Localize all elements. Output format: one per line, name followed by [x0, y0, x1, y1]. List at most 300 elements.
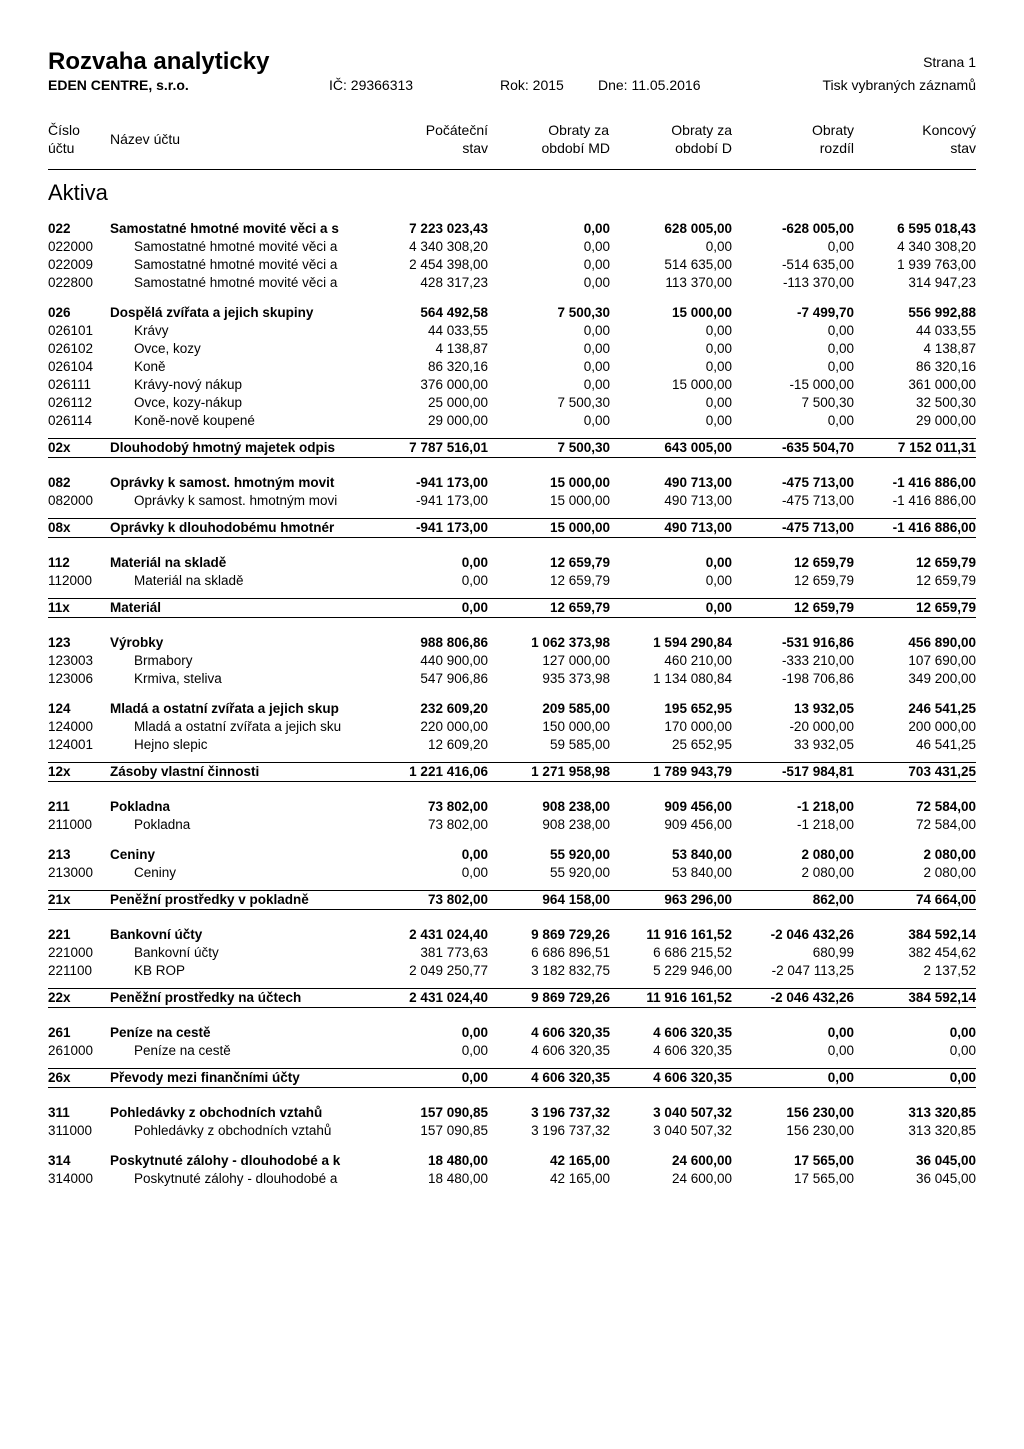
turnover-diff: 0,00	[827, 1043, 854, 1058]
turnover-diff: 0,00	[827, 1025, 854, 1040]
account-name: Oprávky k samost. hmotným movi	[134, 493, 338, 508]
turnover-d: 170 000,00	[664, 719, 732, 734]
turnover-diff: -635 504,70	[781, 440, 854, 455]
account-code: 026102	[48, 341, 94, 356]
opening-balance: 12 609,20	[427, 737, 488, 752]
closing-balance: 703 431,25	[908, 764, 976, 779]
closing-balance: 1 939 763,00	[897, 257, 976, 272]
group-row	[48, 474, 976, 492]
turnover-diff: 2 080,00	[801, 865, 854, 880]
closing-balance: 4 138,87	[923, 341, 976, 356]
turnover-diff: 0,00	[827, 359, 854, 374]
closing-balance: 12 659,79	[915, 600, 976, 615]
turnover-d: 643 005,00	[664, 440, 732, 455]
opening-balance: 220 000,00	[420, 719, 488, 734]
turnover-diff: 0,00	[827, 1070, 854, 1085]
closing-balance: 6 595 018,43	[897, 221, 976, 236]
col-account-number	[48, 121, 80, 157]
turnover-diff: -198 706,86	[781, 671, 854, 686]
turnover-md: 55 920,00	[549, 865, 610, 880]
turnover-d: 909 456,00	[664, 799, 732, 814]
opening-balance: 29 000,00	[427, 413, 488, 428]
turnover-diff: 12 659,79	[793, 573, 854, 588]
turnover-md: 15 000,00	[549, 520, 610, 535]
column-header	[48, 121, 976, 170]
account-code: 22x	[48, 990, 71, 1005]
group-row	[48, 700, 976, 718]
closing-balance: 7 152 011,31	[897, 440, 976, 455]
account-name: Pohledávky z obchodních vztahů	[134, 1123, 332, 1138]
account-code: 026112	[48, 395, 93, 410]
closing-balance: 12 659,79	[915, 555, 976, 570]
table-row	[48, 944, 976, 962]
opening-balance: 440 900,00	[420, 653, 488, 668]
col-account-name: Název účtu	[110, 131, 181, 147]
closing-balance: 382 454,62	[908, 945, 976, 960]
turnover-d: 514 635,00	[664, 257, 732, 272]
closing-balance: 361 000,00	[908, 377, 976, 392]
turnover-d: 0,00	[705, 600, 732, 615]
table-row	[48, 652, 976, 670]
turnover-d: 963 296,00	[664, 892, 732, 907]
turnover-diff: 0,00	[827, 239, 854, 254]
turnover-md: 7 500,30	[557, 395, 610, 410]
opening-balance: 0,00	[461, 865, 488, 880]
total-row	[48, 1068, 976, 1088]
opening-balance: 381 773,63	[420, 945, 488, 960]
opening-balance: 988 806,86	[420, 635, 488, 650]
col-turnover-diff-line1: Obraty	[811, 122, 854, 138]
turnover-diff: -2 047 113,25	[771, 963, 854, 978]
turnover-md: 4 606 320,35	[531, 1043, 610, 1058]
account-code: 26x	[48, 1070, 71, 1085]
table-row	[48, 412, 976, 430]
turnover-diff: 862,00	[812, 892, 854, 907]
account-code: 026	[48, 305, 71, 320]
turnover-diff: 17 565,00	[793, 1153, 854, 1168]
account-name: Krávy-nový nákup	[134, 377, 243, 392]
account-code: 213000	[48, 865, 94, 880]
account-code: 022	[48, 221, 71, 236]
closing-balance: 246 541,25	[908, 701, 976, 716]
turnover-md: 935 373,98	[542, 671, 610, 686]
turnover-diff: -333 210,00	[781, 653, 854, 668]
account-code: 311000	[48, 1123, 93, 1138]
col-turnover-md-line2: období MD	[541, 140, 610, 156]
closing-balance: 44 033,55	[915, 323, 976, 338]
turnover-d: 490 713,00	[664, 475, 732, 490]
closing-balance: 0,00	[949, 1070, 976, 1085]
total-row	[48, 438, 976, 458]
table-row	[48, 492, 976, 510]
report-title: Rozvaha analyticky	[48, 48, 270, 75]
col-account-number-line2: účtu	[48, 140, 75, 156]
closing-balance: 86 320,16	[915, 359, 976, 374]
account-name: Výrobky	[110, 635, 164, 650]
closing-balance: 0,00	[949, 1025, 976, 1040]
group-row	[48, 926, 976, 944]
turnover-diff: 0,00	[827, 323, 854, 338]
closing-balance: 456 890,00	[908, 635, 976, 650]
opening-balance: 428 317,23	[420, 275, 488, 290]
account-code: 082000	[48, 493, 94, 508]
account-name: Poskytnuté zálohy - dlouhodobé a	[134, 1171, 338, 1186]
turnover-md: 0,00	[583, 239, 610, 254]
closing-balance: 384 592,14	[908, 927, 976, 942]
account-code: 211000	[48, 817, 93, 832]
turnover-diff: -531 916,86	[781, 635, 854, 650]
turnover-md: 150 000,00	[542, 719, 610, 734]
turnover-md: 7 500,30	[557, 440, 610, 455]
account-name: Bankovní účty	[110, 927, 203, 942]
turnover-d: 0,00	[705, 413, 732, 428]
turnover-d: 25 652,95	[671, 737, 732, 752]
closing-balance: 32 500,30	[915, 395, 976, 410]
closing-balance: -1 416 886,00	[892, 493, 976, 508]
account-name: KB ROP	[134, 963, 186, 978]
col-account-number-line1: Číslo	[48, 122, 80, 138]
account-name: Samostatné hmotné movité věci a s	[110, 221, 339, 236]
opening-balance: 2 431 024,40	[409, 990, 488, 1005]
group-row	[48, 798, 976, 816]
opening-balance: 2 431 024,40	[409, 927, 488, 942]
col-closing-balance-line1: Koncový	[922, 122, 976, 138]
turnover-d: 0,00	[705, 239, 732, 254]
opening-balance: -941 173,00	[415, 475, 488, 490]
turnover-diff: -475 713,00	[781, 475, 854, 490]
account-name: Peněžní prostředky na účtech	[110, 990, 302, 1005]
turnover-diff: 680,99	[812, 945, 854, 960]
turnover-md: 127 000,00	[542, 653, 610, 668]
table-row	[48, 376, 976, 394]
account-name: Ovce, kozy	[134, 341, 201, 356]
turnover-md: 964 158,00	[542, 892, 610, 907]
account-code: 12x	[48, 764, 71, 779]
opening-balance: 564 492,58	[420, 305, 488, 320]
table-row	[48, 238, 976, 256]
turnover-d: 0,00	[705, 341, 732, 356]
account-code: 022009	[48, 257, 94, 272]
turnover-diff: 156 230,00	[786, 1123, 854, 1138]
opening-balance: 7 787 516,01	[409, 440, 488, 455]
turnover-d: 3 040 507,32	[653, 1105, 732, 1120]
turnover-md: 12 659,79	[549, 555, 610, 570]
account-name: Peníze na cestě	[134, 1043, 231, 1058]
col-turnover-md-line1: Obraty za	[548, 122, 609, 138]
total-row	[48, 988, 976, 1008]
turnover-d: 11 916 161,52	[646, 927, 732, 942]
print-mode: Tisk vybraných záznamů	[822, 77, 976, 93]
group-row	[48, 304, 976, 322]
closing-balance: -1 416 886,00	[892, 520, 976, 535]
opening-balance: 0,00	[461, 1025, 488, 1040]
company-name: EDEN CENTRE, s.r.o.	[48, 77, 189, 93]
opening-balance: 0,00	[461, 600, 488, 615]
account-code: 022800	[48, 275, 94, 290]
turnover-d: 15 000,00	[671, 305, 732, 320]
turnover-d: 15 000,00	[671, 377, 732, 392]
account-code: 261	[48, 1025, 71, 1040]
turnover-d: 0,00	[705, 573, 732, 588]
account-name: Samostatné hmotné movité věci a	[134, 275, 338, 290]
opening-balance: 7 223 023,43	[409, 221, 488, 236]
account-name: Převody mezi finančními účty	[110, 1070, 300, 1085]
closing-balance: 29 000,00	[915, 413, 976, 428]
account-code: 21x	[48, 892, 71, 907]
group-row	[48, 634, 976, 652]
account-name: Pokladna	[134, 817, 191, 832]
turnover-md: 0,00	[583, 341, 610, 356]
account-code: 123006	[48, 671, 94, 686]
opening-balance: 376 000,00	[420, 377, 488, 392]
turnover-diff: 33 932,05	[793, 737, 854, 752]
opening-balance: 1 221 416,06	[409, 764, 488, 779]
group-row	[48, 554, 976, 572]
account-name: Samostatné hmotné movité věci a	[134, 239, 338, 254]
account-name: Mladá a ostatní zvířata a jejich sku	[134, 719, 342, 734]
turnover-md: 9 869 729,26	[531, 927, 610, 942]
group-row	[48, 1152, 976, 1170]
closing-balance: 349 200,00	[908, 671, 976, 686]
account-name: Oprávky k samost. hmotným movit	[110, 475, 335, 490]
turnover-md: 12 659,79	[549, 573, 610, 588]
account-code: 02x	[48, 440, 71, 455]
company-id: IČ: 29366313	[329, 77, 414, 93]
turnover-md: 15 000,00	[549, 475, 610, 490]
turnover-d: 4 606 320,35	[653, 1070, 732, 1085]
closing-balance: 72 584,00	[915, 799, 976, 814]
turnover-d: 0,00	[705, 323, 732, 338]
group-row	[48, 1104, 976, 1122]
account-code: 11x	[48, 600, 70, 615]
turnover-diff: -628 005,00	[781, 221, 854, 236]
account-code: 211	[48, 799, 70, 814]
turnover-md: 209 585,00	[542, 701, 610, 716]
closing-balance: 46 541,25	[915, 737, 976, 752]
turnover-diff: -20 000,00	[789, 719, 854, 734]
turnover-diff: 0,00	[827, 341, 854, 356]
turnover-d: 4 606 320,35	[653, 1043, 732, 1058]
opening-balance: 4 138,87	[435, 341, 488, 356]
turnover-md: 0,00	[583, 413, 610, 428]
opening-balance: 0,00	[461, 555, 488, 570]
turnover-diff: -475 713,00	[781, 493, 854, 508]
turnover-diff: 0,00	[827, 413, 854, 428]
opening-balance: 18 480,00	[427, 1153, 488, 1168]
turnover-md: 42 165,00	[549, 1153, 610, 1168]
turnover-diff: -15 000,00	[789, 377, 854, 392]
turnover-diff: 12 659,79	[793, 600, 854, 615]
account-name: Koně-nově koupené	[134, 413, 255, 428]
table-row	[48, 394, 976, 412]
turnover-md: 1 062 373,98	[531, 635, 610, 650]
account-code: 022000	[48, 239, 94, 254]
turnover-d: 113 370,00	[665, 275, 732, 290]
account-code: 221100	[48, 963, 93, 978]
turnover-d: 1 789 943,79	[653, 764, 732, 779]
account-name: Dospělá zvířata a jejich skupiny	[110, 305, 314, 320]
turnover-d: 0,00	[705, 395, 732, 410]
turnover-md: 908 238,00	[542, 799, 610, 814]
opening-balance: -941 173,00	[415, 493, 488, 508]
table-row	[48, 358, 976, 376]
account-code: 123003	[48, 653, 94, 668]
turnover-diff: -1 218,00	[796, 799, 854, 814]
turnover-diff: -517 984,81	[781, 764, 854, 779]
closing-balance: 200 000,00	[908, 719, 976, 734]
account-code: 124	[48, 701, 71, 716]
closing-balance: 72 584,00	[915, 817, 976, 832]
account-code: 112	[48, 555, 70, 570]
turnover-md: 6 686 896,51	[531, 945, 610, 960]
closing-balance: 107 690,00	[908, 653, 976, 668]
turnover-d: 1 594 290,84	[653, 635, 732, 650]
account-code: 314000	[48, 1171, 94, 1186]
group-row	[48, 846, 976, 864]
table-row	[48, 274, 976, 292]
account-code: 124001	[48, 737, 94, 752]
col-opening-balance	[370, 121, 488, 157]
account-name: Peněžní prostředky v pokladně	[110, 892, 309, 907]
account-code: 026114	[48, 413, 93, 428]
account-name: Ceniny	[134, 865, 177, 880]
turnover-d: 24 600,00	[671, 1171, 732, 1186]
closing-balance: 2 080,00	[923, 847, 976, 862]
table-row	[48, 572, 976, 590]
turnover-md: 7 500,30	[557, 305, 610, 320]
turnover-d: 6 686 215,52	[653, 945, 732, 960]
opening-balance: 2 454 398,00	[409, 257, 488, 272]
turnover-diff: 2 080,00	[801, 847, 854, 862]
account-code: 026111	[48, 377, 92, 392]
account-name: Materiál na skladě	[110, 555, 227, 570]
account-name: Hejno slepic	[134, 737, 208, 752]
turnover-diff: -1 218,00	[796, 817, 854, 832]
report-year: Rok: 2015	[500, 77, 564, 93]
account-code: 261000	[48, 1043, 94, 1058]
turnover-md: 0,00	[583, 257, 610, 272]
account-name: Pokladna	[110, 799, 171, 814]
turnover-diff: -514 635,00	[781, 257, 854, 272]
turnover-md: 3 182 832,75	[531, 963, 610, 978]
account-name: Pohledávky z obchodních vztahů	[110, 1105, 323, 1120]
closing-balance: 556 992,88	[908, 305, 976, 320]
account-name: Materiál na skladě	[134, 573, 244, 588]
account-name: Koně	[134, 359, 166, 374]
turnover-d: 460 210,00	[664, 653, 732, 668]
opening-balance: 0,00	[461, 573, 488, 588]
account-name: Ceniny	[110, 847, 156, 862]
account-name: Zásoby vlastní činnosti	[110, 764, 260, 779]
opening-balance: 2 049 250,77	[409, 963, 488, 978]
closing-balance: -1 416 886,00	[892, 475, 976, 490]
account-code: 08x	[48, 520, 71, 535]
total-row	[48, 598, 976, 618]
account-name: Brmabory	[134, 653, 193, 668]
col-turnover-diff	[736, 121, 854, 157]
turnover-d: 53 840,00	[671, 847, 732, 862]
table-row	[48, 1122, 976, 1140]
turnover-diff: 7 500,30	[801, 395, 854, 410]
turnover-diff: -475 713,00	[781, 520, 854, 535]
closing-balance: 313 320,85	[908, 1123, 976, 1138]
total-row	[48, 762, 976, 782]
opening-balance: 0,00	[461, 1070, 488, 1085]
account-code: 123	[48, 635, 71, 650]
turnover-md: 55 920,00	[549, 847, 610, 862]
closing-balance: 0,00	[949, 1043, 976, 1058]
account-name: Dlouhodobý hmotný majetek odpis	[110, 440, 336, 455]
turnover-md: 0,00	[583, 377, 610, 392]
closing-balance: 2 137,52	[923, 963, 976, 978]
turnover-md: 42 165,00	[549, 1171, 610, 1186]
account-code: 221000	[48, 945, 94, 960]
turnover-d: 0,00	[705, 555, 732, 570]
table-row	[48, 1042, 976, 1060]
col-turnover-d-line2: období D	[675, 140, 732, 156]
opening-balance: 0,00	[461, 1043, 488, 1058]
account-name: Peníze na cestě	[110, 1025, 211, 1040]
closing-balance: 2 080,00	[923, 865, 976, 880]
turnover-md: 0,00	[583, 323, 610, 338]
turnover-diff: 12 659,79	[793, 555, 854, 570]
opening-balance: 44 033,55	[427, 323, 488, 338]
turnover-d: 0,00	[705, 359, 732, 374]
turnover-md: 4 606 320,35	[531, 1070, 610, 1085]
col-turnover-diff-line2: rozdíl	[819, 140, 854, 156]
col-closing-balance	[858, 121, 976, 157]
col-turnover-d	[614, 121, 732, 157]
opening-balance: 0,00	[461, 847, 488, 862]
col-turnover-md	[492, 121, 610, 157]
col-opening-balance-line1: Počáteční	[425, 122, 488, 138]
turnover-d: 490 713,00	[664, 520, 732, 535]
closing-balance: 12 659,79	[915, 573, 976, 588]
opening-balance: 73 802,00	[427, 892, 488, 907]
turnover-md: 3 196 737,32	[531, 1123, 610, 1138]
account-code: 026101	[48, 323, 94, 338]
opening-balance: 547 906,86	[420, 671, 488, 686]
turnover-md: 0,00	[583, 359, 610, 374]
turnover-md: 0,00	[583, 221, 610, 236]
turnover-d: 53 840,00	[671, 865, 732, 880]
opening-balance: 232 609,20	[420, 701, 488, 716]
opening-balance: 86 320,16	[427, 359, 488, 374]
closing-balance: 36 045,00	[915, 1171, 976, 1186]
account-code: 311	[48, 1105, 70, 1120]
col-opening-balance-line2: stav	[462, 140, 488, 156]
table-row	[48, 718, 976, 736]
turnover-md: 908 238,00	[542, 817, 610, 832]
closing-balance: 384 592,14	[908, 990, 976, 1005]
turnover-diff: -113 370,00	[782, 275, 854, 290]
turnover-md: 1 271 958,98	[531, 764, 610, 779]
page-number: Strana 1	[923, 54, 976, 70]
closing-balance: 314 947,23	[908, 275, 976, 290]
account-code: 314	[48, 1153, 71, 1168]
table-row	[48, 736, 976, 754]
opening-balance: 157 090,85	[420, 1123, 488, 1138]
turnover-diff: 17 565,00	[793, 1171, 854, 1186]
turnover-md: 15 000,00	[549, 493, 610, 508]
turnover-d: 490 713,00	[664, 493, 732, 508]
turnover-md: 59 585,00	[549, 737, 610, 752]
turnover-diff: -2 046 432,26	[770, 990, 854, 1005]
turnover-md: 4 606 320,35	[531, 1025, 610, 1040]
group-row	[48, 220, 976, 238]
turnover-diff: 13 932,05	[793, 701, 854, 716]
account-name: Ovce, kozy-nákup	[134, 395, 243, 410]
